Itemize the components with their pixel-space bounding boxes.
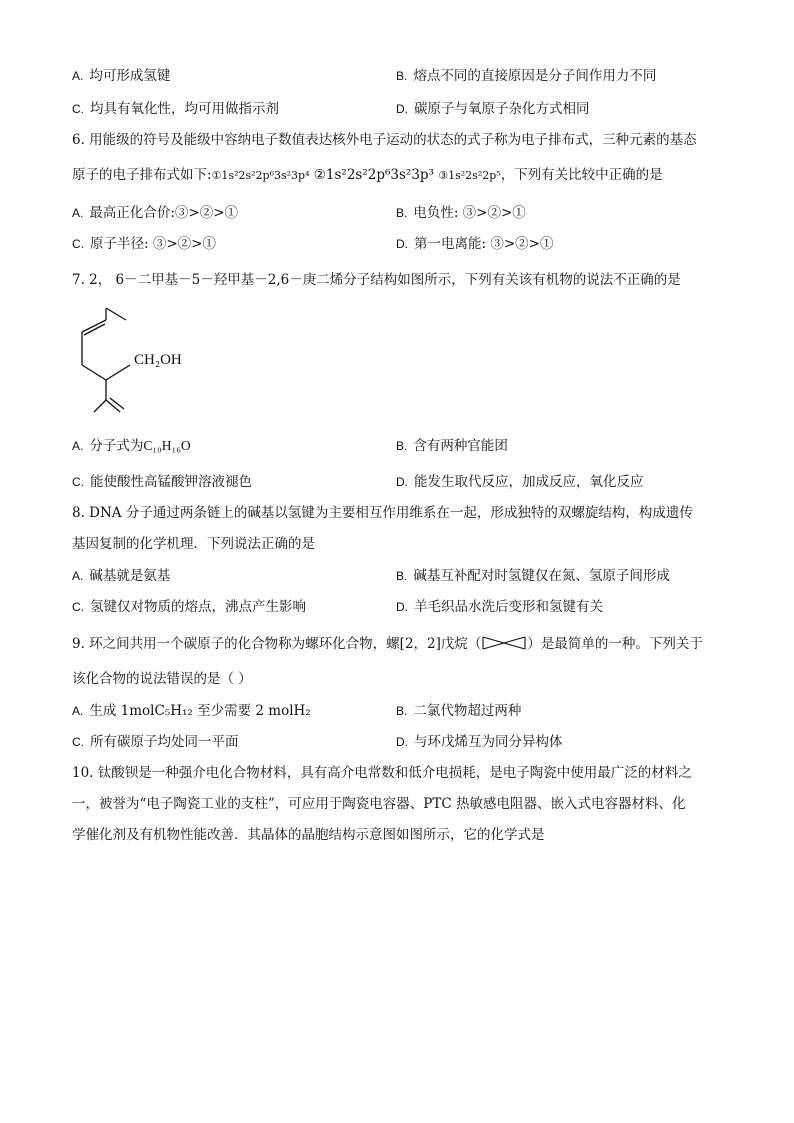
option-text: 均具有氧化性，均可用做指示剂 [90, 101, 279, 117]
option-text: 羊毛织品水洗后变形和氢键有关 [414, 599, 603, 615]
q6-option-a [72, 203, 238, 223]
q5-option-a [72, 66, 170, 86]
q6-stem-line1: 6. 用能级的符号及能级中容纳电子数值表达核外电子运动的状态的式子称为电子排布式，三种元素的基态 [72, 132, 697, 148]
q5-option-d [396, 99, 590, 119]
q5-option-c [72, 99, 279, 119]
bond [106, 400, 120, 412]
q7-stem: 7. 2， 6－二甲基－5－羟甲基－2,6－庚二烯分子结构如图所示，下列有关该有机物的说法不正确的是 [72, 272, 681, 288]
bond [106, 308, 126, 320]
option-text: 氢键仅对物质的熔点，沸点产生影响 [90, 599, 306, 615]
option-label: A. [72, 704, 84, 718]
option-text: 能发生取代反应，加成反应，氧化反应 [414, 474, 644, 490]
option-label: C. [72, 237, 84, 251]
q8-option-d [396, 597, 603, 617]
formula: C₁₀H₁₆O [143, 438, 191, 453]
q10-stem-line1: 10. 钛酸钡是一种强介电化合物材料，具有高介电常数和低介电损耗，是电子陶瓷中使用最广泛的材料之 [72, 765, 692, 781]
q9-stem-line1 [72, 634, 703, 654]
option-label: D. [396, 102, 408, 116]
q9-stem-prefix: 9. 环之间共用一个碳原子的化合物称为螺环化合物，螺[2，2]戊烷（ [72, 636, 482, 652]
option-text: 含有两种官能团 [413, 438, 508, 454]
option-label: D. [396, 735, 408, 749]
molecule-structure-diagram [70, 300, 220, 420]
option-label: C. [72, 102, 84, 116]
q6-option-b [396, 203, 526, 223]
option-text: 分子式为 [89, 438, 144, 454]
option-text: 最高正化合价:③>②>① [89, 205, 239, 221]
option-text: 碱基互补配对时氢键仅在氮、氢原子间形成 [413, 568, 670, 584]
option-label: D. [396, 475, 408, 489]
q5-option-b [396, 66, 656, 86]
q8-option-a [72, 566, 170, 586]
option-label: C. [72, 600, 84, 614]
q10-stem-line2: 一，被誉为“电子陶瓷工业的支柱”，可应用于陶瓷电容器、PTC 热敏感电阻器、嵌入式电容器材料、化 [72, 796, 686, 812]
q8-stem-line2: 基因复制的化学机理．下列说法正确的是 [72, 536, 315, 552]
q8-option-c [72, 597, 306, 617]
option-label: B. [396, 569, 408, 583]
option-label: A. [72, 69, 84, 83]
option-label: B. [396, 704, 408, 718]
q8-option-b [396, 566, 670, 586]
bond [94, 400, 106, 412]
option-text: 原子半径: ③>②>① [90, 236, 216, 252]
q6-stem-prefix: 原子的电子排布式如下: [72, 167, 212, 183]
q7-option-a [72, 436, 191, 456]
q9-option-c [72, 732, 239, 752]
config-2: ②1s²2s²2p⁶3s²3p³ [313, 167, 434, 183]
option-label: B. [396, 439, 408, 453]
q6-option-c [72, 234, 216, 254]
option-text: 碳原子与氧原子杂化方式相同 [414, 101, 590, 117]
bond [110, 398, 124, 409]
q6-stem-line2 [72, 165, 663, 186]
q6-stem-suffix: ，下列有关比较中正确的是 [500, 167, 663, 183]
config-3: ③1s²2s²2p⁵ [438, 169, 501, 182]
option-label: B. [396, 69, 408, 83]
option-label: A. [72, 439, 84, 453]
spiropentane-structure-icon [481, 635, 527, 651]
option-text: 第一电离能: ③>②>① [414, 236, 554, 252]
option-text: 碱基就是氨基 [89, 568, 171, 584]
q9-option-a [72, 701, 311, 721]
bond [82, 365, 106, 380]
option-text: 熔点不同的直接原因是分子间作用力不同 [413, 68, 657, 84]
q7-option-c [72, 472, 252, 492]
q6-option-d [396, 234, 553, 254]
q9-option-d [396, 732, 563, 752]
option-label: A. [72, 569, 84, 583]
q8-stem-line1: 8. DNA 分子通过两条链上的碱基以氢键为主要相互作用维系在一起，形成独特的双螺旋结构，构成遗传 [72, 505, 693, 521]
q7-option-b [396, 436, 508, 456]
option-text: 电负性: ③>②>① [413, 205, 526, 221]
q9-stem-suffix: ）是最简单的一种。下列关于 [527, 636, 703, 652]
ch2oh-label: CH₂OH [134, 352, 182, 368]
option-label: B. [396, 206, 408, 220]
option-label: D. [396, 237, 408, 251]
option-text: 所有碳原子均处同一平面 [90, 734, 239, 750]
option-text: 能使酸性高锰酸钾溶液褪色 [90, 474, 252, 490]
option-text: 二氯代物超过两种 [413, 703, 522, 719]
option-label: C. [72, 735, 84, 749]
option-label: A. [72, 206, 84, 220]
option-text: 均可形成氢键 [89, 68, 171, 84]
q7-option-d [396, 472, 644, 492]
option-text: 与环戊烯互为同分异构体 [414, 734, 563, 750]
option-label: D. [396, 600, 408, 614]
q10-stem-line3: 学催化剂及有机物性能改善．其晶体的晶胞结构示意图如图所示，它的化学式是 [72, 827, 545, 843]
q9-stem-line2: 该化合物的说法错误的是（ ） [72, 671, 252, 687]
bond [106, 365, 130, 380]
option-label: C. [72, 475, 84, 489]
config-1: ①1s²2s²2p⁶3s²3p⁴ [211, 169, 310, 182]
q9-option-b [396, 701, 521, 721]
option-text: 生成 1molC₅H₁₂ 至少需要 2 molH₂ [89, 703, 311, 719]
